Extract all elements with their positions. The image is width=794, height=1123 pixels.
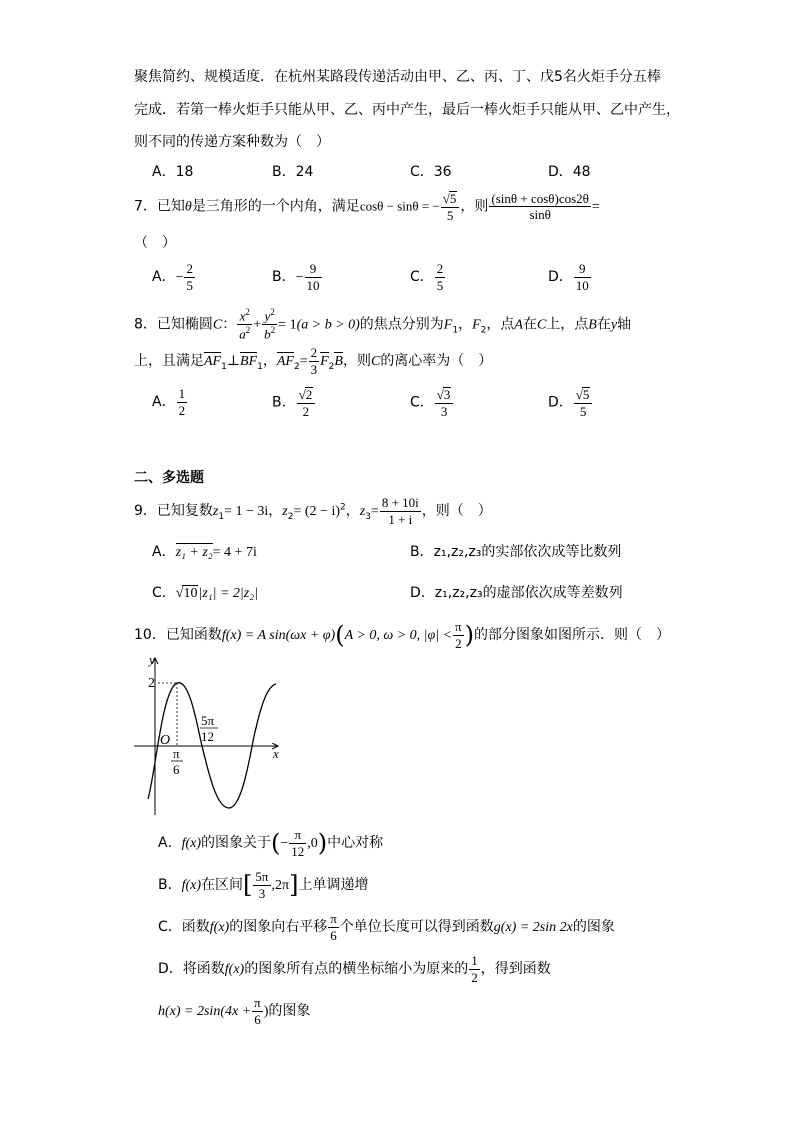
q8-option-b[interactable]: B． $\frac{√2}{2}$ xyxy=(272,387,316,418)
q6-option-c[interactable]: C．36 xyxy=(410,164,452,180)
q8-option-c[interactable]: C． $\frac{√3}{3}$ xyxy=(410,387,454,418)
q9-option-d[interactable]: D．z₁,z₂,z₃的虚部依次成等差数列 xyxy=(410,585,623,601)
q6-line1: 聚焦简约、规模适度．在杭州某路段传递活动由甲、乙、丙、丁、戊5名火炬手分五棒 xyxy=(134,69,661,85)
five-pi-12-num: 5π xyxy=(201,713,215,728)
q10-option-c[interactable]: C．函数f(x)的图象向右平移 $\frac{\pi}{6}$ 个单位长度可以得到函数g(x) = 2sin 2x的图象 xyxy=(158,911,615,943)
q8-line2: 上，且满足$AF_1\perp BF_1$，$AF_2=$ $\frac{2}{3}$ $F_2B$，则C的离心率为（ ） xyxy=(134,345,493,377)
q10-option-d-cont: h(x) = 2sin(4x + $\frac{\pi}{6}$ )的图象 xyxy=(158,995,311,1027)
q9-option-a[interactable]: A．z₁ + z₂= 4 + 7i xyxy=(152,544,257,560)
y-axis-label: y xyxy=(149,652,155,667)
q10-stem: 10．已知函数f(x) = A sin(ωx + φ)(A > 0, ω > 0, |φ| < $\frac{\pi}{2}$ )的部分图象如图所示．则（ ） xyxy=(134,619,670,651)
q7-option-c[interactable]: C． $\frac{2}{5}$ xyxy=(410,261,444,293)
section-title-multi-choice: 二、多选题 xyxy=(134,470,204,486)
q7-option-d[interactable]: D． $\frac{9}{10}$ xyxy=(548,261,589,293)
q6-line3: 则不同的传递方案种数为（ ） xyxy=(134,134,330,150)
q6-option-a[interactable]: A．18 xyxy=(152,164,194,180)
q7-stem: 7．已知θ是三角形的一个内角，满足cosθ − sinθ = − $\frac{√5}{5}$ ，则 $\frac{(\sin\theta + \cos\theta)\cos 2\theta}{\sin\theta}$ = xyxy=(134,190,600,223)
q7-option-a[interactable]: A．− $\frac{2}{5}$ xyxy=(152,261,193,293)
pi-6-num: π xyxy=(173,746,180,761)
five-pi-12-den: 12 xyxy=(201,729,214,744)
q8-option-a[interactable]: A． $\frac{1}{2}$ xyxy=(152,386,186,418)
q7-option-b[interactable]: B．− $\frac{9}{10}$ xyxy=(272,261,320,293)
q9-option-c[interactable]: C．√10|z₁| = 2|z₂| xyxy=(152,585,258,601)
q9-option-b[interactable]: B．z₁,z₂,z₃的实部依次成等比数列 xyxy=(410,544,622,560)
origin-label: O xyxy=(160,733,171,748)
max-value-label: 2 xyxy=(148,676,155,691)
q10-option-d[interactable]: D．将函数f(x)的图象所有点的横坐标缩小为原来的 $\frac{1}{2}$ ，得到函数 xyxy=(158,953,551,985)
q10-function-graph xyxy=(128,650,288,820)
q9-stem: 9．已知复数$z_1= 1 - 3i$，$z_2= (2 - i)^2$，$z_3=$ $\frac{8 + 10i}{1 + i}$ ，则（ ） xyxy=(134,495,492,527)
q10-option-a[interactable]: A．f(x)的图象关于(− $\frac{\pi}{12}$ ,0)中心对称 xyxy=(158,827,384,859)
x-axis-label: x xyxy=(273,746,279,761)
q8-stem: 8．已知椭圆C： $\frac{x^2}{a^2}$ + $\frac{y^2}{b^2}$ = 1(a > b > 0)的焦点分别为$F_1$，$F_2$，点A在C上，点B在y轴 xyxy=(134,307,632,342)
q8-option-d[interactable]: D． $\frac{√5}{5}$ xyxy=(548,387,593,418)
q6-option-b[interactable]: B．24 xyxy=(272,164,314,180)
q6-line2: 完成．若第一棒火炬手只能从甲、乙、丙中产生，最后一棒火炬手只能从甲、乙中产生， xyxy=(134,102,680,118)
q6-option-d[interactable]: D．48 xyxy=(548,164,591,180)
q10-option-b[interactable]: B．f(x)在区间[ $\frac{5\pi}{3}$ ,2π]上单调递增 xyxy=(158,869,369,901)
q7-blank: （ ） xyxy=(134,235,176,251)
pi-6-den: 6 xyxy=(173,762,180,777)
